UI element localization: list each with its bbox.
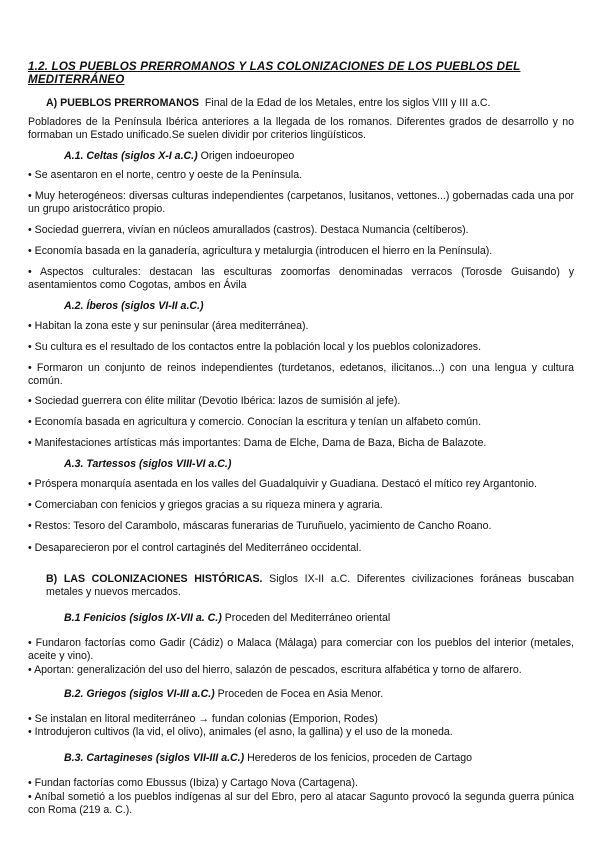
list-item: • Próspera monarquía asentada en los valles del Guadalquivir y Guadiana. Destacó el mítico rey Argantonio. <box>28 478 537 490</box>
cartagineses-heading-line <box>64 752 472 765</box>
griegos-heading: B.2. Griegos (siglos VI-III a.C.) <box>64 688 215 700</box>
page-title: 1.2. LOS PUEBLOS PRERROMANOS Y LAS COLONIZACIONES DE LOS PUEBLOS DEL MEDITERRÁNEO <box>28 60 521 86</box>
list-item: • Introdujeron cultivos (la vid, el olivo), animales (el asno, la gallina) y el uso de la moneda. <box>28 726 453 738</box>
list-item: • Habitan la zona este y sur peninsular (área mediterránea). <box>28 320 309 332</box>
fenicios-heading-line <box>64 612 390 625</box>
iberos-heading-line <box>64 300 204 313</box>
list-item: • Sociedad guerrera con élite militar (Devotio Ibérica: lazos de sumisión al jefe). <box>28 395 401 407</box>
list-item: • Se asentaron en el norte, centro y oeste de la Península. <box>28 169 303 181</box>
list-item: • Aníbal sometió a los pueblos indígenas al sur del Ebro, pero al atacar Sagunto provocó la segunda guerra púnica con Roma (219 a. C.). <box>28 791 574 816</box>
section-b-heading-text: Siglos IX-II a.C. Diferentes civilizaciones foráneas buscaban metales y nuevos mercados. <box>46 573 575 598</box>
tartessos-heading-line <box>64 458 231 471</box>
list-item: • Se instalan en litoral mediterráneo → fundan colonias (Emporion, Rodes) <box>28 713 378 725</box>
section-a-heading: A) PUEBLOS PRERROMANOS <box>46 97 200 109</box>
section-a-heading-text: Final de la Edad de los Metales, entre los siglos VIII y III a.C. <box>204 97 491 109</box>
list-item: • Desaparecieron por el control cartaginés del Mediterráneo occidental. <box>28 542 362 554</box>
iberos-heading: A.2. Íberos (siglos VI-II a.C.) <box>64 300 204 312</box>
section-b-heading: B) LAS COLONIZACIONES HISTÓRICAS. <box>46 573 263 585</box>
list-item: • Sociedad guerrera, vivían en núcleos amurallados (castros). Destaca Numancia (celtíberos). <box>28 224 469 236</box>
celtas-heading-text: Origen indoeuropeo <box>200 150 295 162</box>
list-item: • Restos: Tesoro del Carambolo, máscaras funerarias de Turuñuelo, yacimiento de Cancho Roano. <box>28 520 492 532</box>
celtas-heading-line <box>64 150 294 163</box>
cartagineses-heading: B.3. Cartagineses (siglos VII-III a.C.) <box>64 752 245 764</box>
griegos-heading-line <box>64 688 383 701</box>
list-item: • Manifestaciones artísticas más importantes: Dama de Elche, Dama de Baza, Bicha de Balazote. <box>28 437 487 449</box>
list-item: • Economía basada en agricultura y comercio. Conocían la escritura y tenían un alfabeto común. <box>28 416 482 428</box>
section-b-heading-line <box>46 573 574 598</box>
list-item: • Aportan: generalización del uso del hierro, salazón de pescados, escritura alfabética y torno de alfarero. <box>28 664 522 676</box>
list-item: • Aspectos culturales: destacan las esculturas zoomorfas denominadas verracos (Torosde Guisando) y asentamientos como Cogotas, ambos en Ávila <box>28 266 574 291</box>
list-item: • Su cultura es el resultado de los contactos entre la población local y los pueblos colonizadores. <box>28 341 482 353</box>
list-item: • Comerciaban con fenicios y griegos gracias a su riqueza minera y agraria. <box>28 499 383 511</box>
list-item: • Fundaron factorías como Gadir (Cádiz) o Malaca (Málaga) para comerciar con los pueblos del interior (metales, aceite y vino). <box>28 637 574 662</box>
list-item: • Fundan factorías como Ebussus (Ibiza) y Cartago Nova (Cartagena). <box>28 777 358 789</box>
fenicios-heading-text: Proceden del Mediterráneo oriental <box>224 612 391 624</box>
section-a-heading-line <box>46 97 491 110</box>
list-item: • Formaron un conjunto de reinos independientes (turdetanos, edetanos, ilicitanos...) con una lengua y cultura común. <box>28 362 574 387</box>
cartagineses-heading-text: Herederos de los fenicios, proceden de Cartago <box>247 752 473 764</box>
fenicios-heading: B.1 Fenicios (siglos IX-VII a. C.) <box>64 612 222 624</box>
section-a-intro: Pobladores de la Península Ibérica anteriores a la llegada de los romanos. Diferentes grados de desarrollo y no formaban un Estado unificado.Se suelen dividir por criterios lingüísticos. <box>28 116 574 141</box>
list-item: • Economía basada en la ganadería, agricultura y metalurgia (introducen el hierro en la Península). <box>28 245 493 257</box>
list-item: • Muy heterogéneos: diversas culturas independientes (carpetanos, lusitanos, vettones...) gobernadas cada una por un grupo aristocrático propio. <box>28 190 574 215</box>
griegos-heading-text: Proceden de Focea en Asia Menor. <box>217 688 384 700</box>
celtas-heading: A.1. Celtas (siglos X-I a.C.) <box>64 150 198 162</box>
tartessos-heading: A.3. Tartessos (siglos VIII-VI a.C.) <box>64 458 232 470</box>
